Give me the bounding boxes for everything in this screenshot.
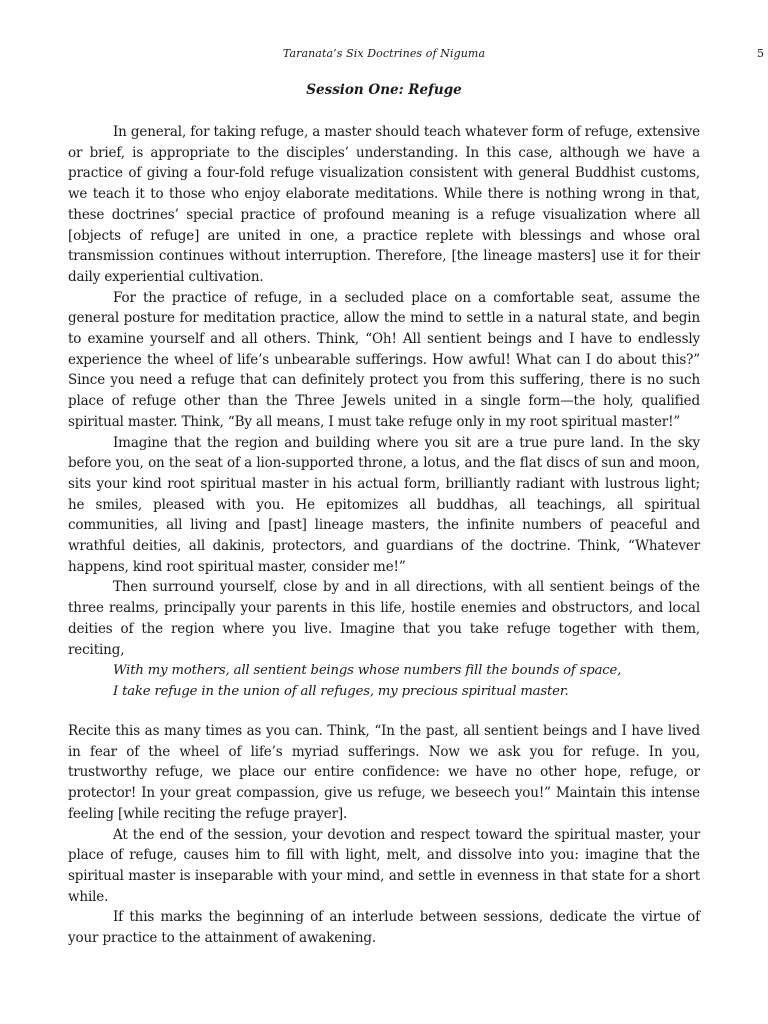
paragraph: Then surround yourself, close by and in all directions, with all sentient beings of the three realms, principally your parents in this life, hostile enemies and obstructors, and local deities of the region where you live. Imagine that you take refuge together with them, reciting, xyxy=(68,579,700,658)
page-number: 5 xyxy=(757,47,764,60)
body-text-after-verse xyxy=(68,721,700,949)
paragraph: Recite this as many times as you can. Think, “In the past, all sentient beings and I have lived in fear of the wheel of life’s myriad sufferings. Now we ask you for refuge. In you, trustworthy refuge, we place our entire confidence: we have no other hope, refuge, or protector! In your great compassion, give us refuge, we beseech you!” Maintain this intense feeling [while reciting the refuge prayer]. xyxy=(68,723,700,822)
verse-line: With my mothers, all sentient beings whose numbers fill the bounds of space, xyxy=(113,663,622,678)
verse-line: I take refuge in the union of all refuges, my precious spiritual master. xyxy=(113,684,569,699)
section-heading: Session One: Refuge xyxy=(306,82,462,98)
running-header xyxy=(0,47,768,63)
paragraph: In general, for taking refuge, a master should teach whatever form of refuge, extensive or brief, is appropriate to the disciples’ understanding. In this case, although we have a practice of giving a four-fold refuge visualization consistent with general Buddhist customs, we teach it to those who enjoy elaborate meditations. While there is nothing wrong in that, these doctrines’ special practice of profound meaning is a refuge visualization where all [objects of refuge] are united in one, a practice replete with blessings and whose oral transmission continues without interruption. Therefore, [the lineage masters] use it for their daily experiential cultivation. xyxy=(68,124,700,285)
paragraph: If this marks the beginning of an interlude between sessions, dedicate the virtue of your practice to the attainment of awakening. xyxy=(68,909,700,947)
refuge-verse xyxy=(113,660,673,702)
body-text-before-verse xyxy=(68,122,700,660)
paragraph: At the end of the session, your devotion and respect toward the spiritual master, your place of refuge, causes him to fill with light, melt, and dissolve into you: imagine that the spiritual master is inseparable with your mind, and settle in evenness in that state for a short while. xyxy=(68,826,700,905)
paragraph: For the practice of refuge, in a secluded place on a comfortable seat, assume the general posture for meditation practice, allow the mind to settle in a natural state, and begin to examine yourself and all others. Think, “Oh! All sentient beings and I have to endlessly experience the wheel of life’s unbearable sufferings. How awful! What can I do about this?” Since you need a refuge that can definitely protect you from this suffering, there is no such place of refuge other than the Three Jewels united in a single form—the holy, qualified spiritual master. Think, “By all means, I must take refuge only in my root spiritual master!” xyxy=(68,289,700,430)
paragraph: Imagine that the region and building where you sit are a true pure land. In the sky before you, on the seat of a lion-supported throne, a lotus, and the flat discs of sun and moon, sits your kind root spiritual master in his actual form, brilliantly radiant with lustrous light; he smiles, pleased with you. He epitomizes all buddhas, all teachings, all spiritual communities, all living and [past] lineage masters, the infinite numbers of peaceful and wrathful deities, all dakinis, protectors, and guardians of the doctrine. Think, “Whatever happens, kind root spiritual master, consider me!” xyxy=(68,434,700,575)
running-title: Taranata’s Six Doctrines of Niguma xyxy=(282,47,486,60)
